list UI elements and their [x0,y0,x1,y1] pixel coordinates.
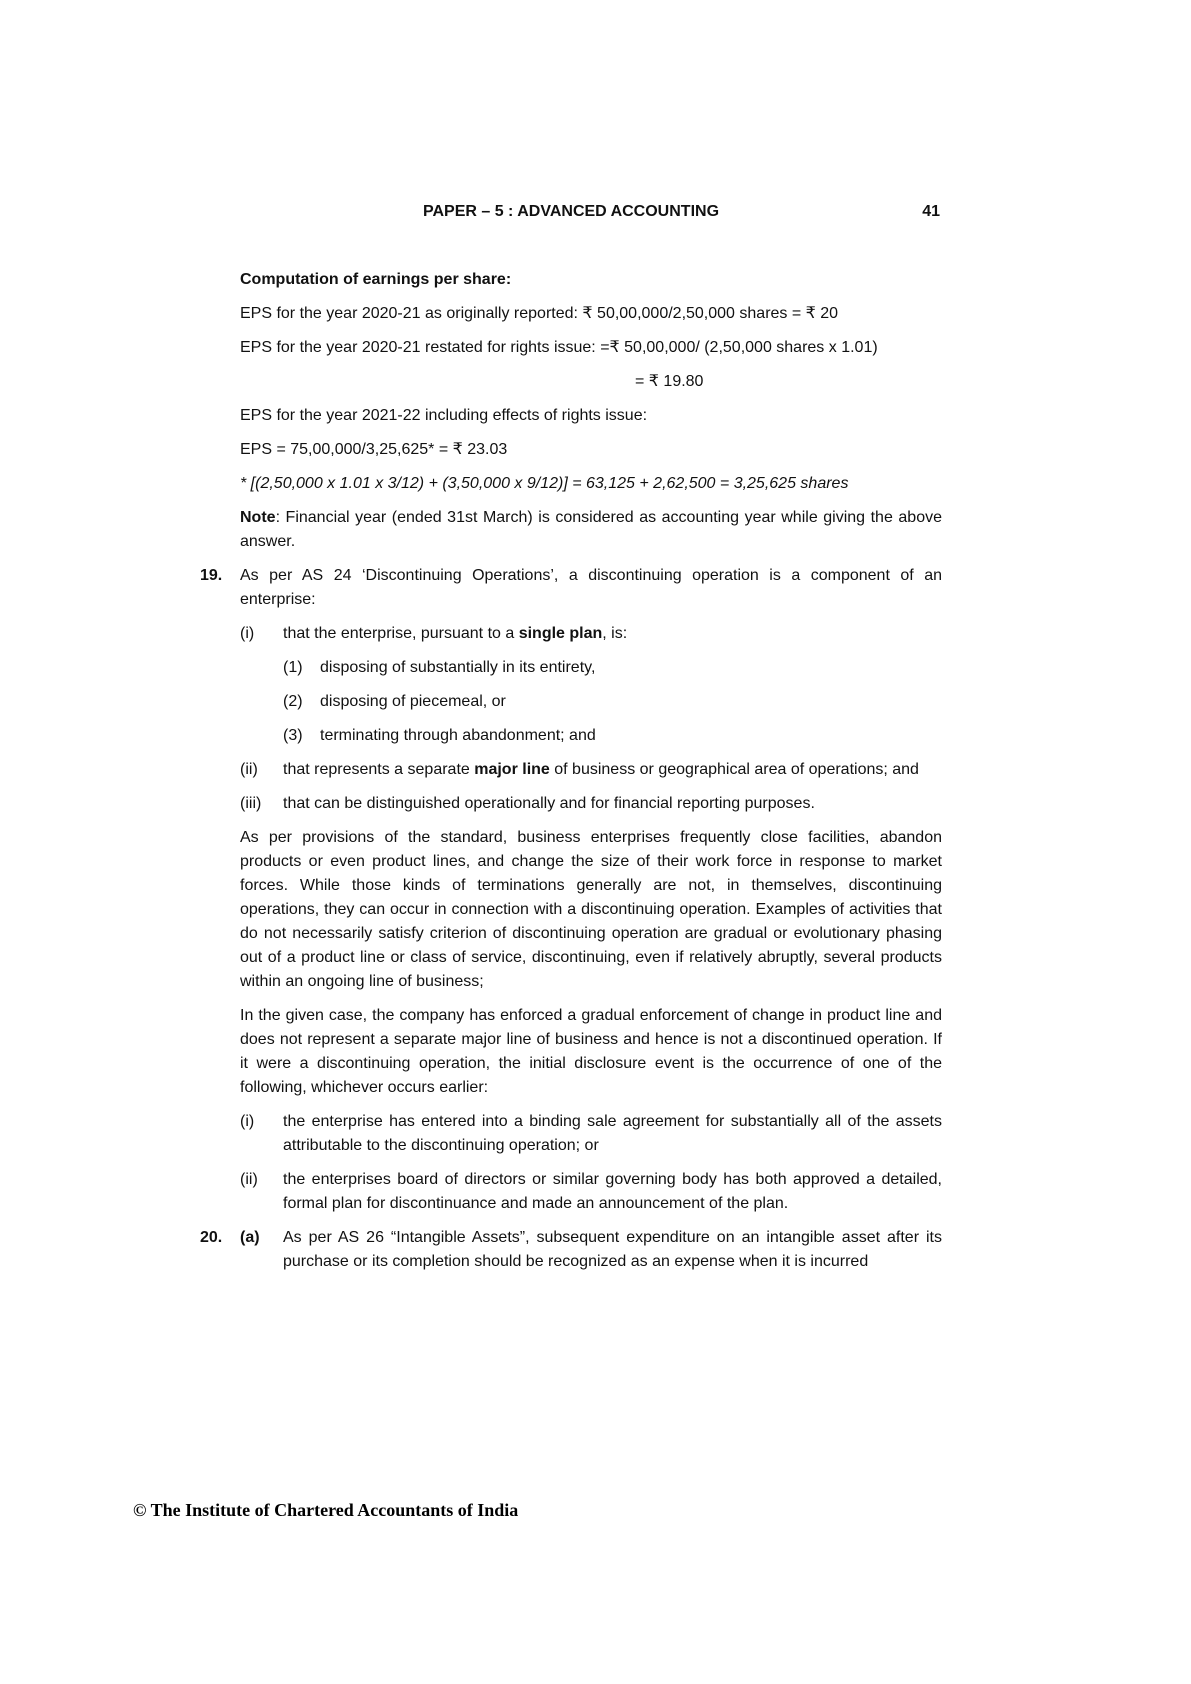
eps-restated-line: EPS for the year 2020-21 restated for rights issue: =₹ 50,00,000/ (2,50,000 shares x 1.01) [240,339,878,356]
q19-sub-items [283,656,942,748]
q19-item-ii-text [283,758,942,782]
q19-intro-row [200,564,942,612]
q19-item-iii-marker: (iii) [240,795,262,812]
q19-sub-item-3-marker: (3) [283,727,303,744]
q19-item-i [240,622,942,646]
q20-text: As per AS 26 “Intangible Assets”, subsequent expenditure on an intangible asset after its purchase or its completion should be recognized as an expense when it is incurred [283,1229,942,1270]
q19-item-i-post: , is: [602,625,628,642]
q19-item-ii-bold: major line [474,761,550,778]
q19-sub-item-1-marker: (1) [283,659,303,676]
q19-disclosure-i-text: the enterprise has entered into a binding sale agreement for substantially all of the assets attributable to the discontinuing operation; or [283,1113,942,1154]
page-number: 41 [922,203,940,220]
q19-item-ii-marker: (ii) [240,761,258,778]
eps-restated-result: = ₹ 19.80 [635,373,704,390]
q19-item-iii-text: that can be distinguished operationally and for financial reporting purposes. [283,795,815,812]
q19-body [240,622,942,1216]
q19-disclosure-i-marker: (i) [240,1113,255,1130]
note-label: Note [240,509,276,526]
content-area [200,268,942,1284]
q20-number: 20. [200,1229,223,1246]
q19-item-i-text [283,622,942,646]
question-19 [200,564,942,1216]
eps-original-line: EPS for the year 2020-21 as originally reported: ₹ 50,00,000/2,50,000 shares = ₹ 20 [240,305,839,322]
q19-intro-text: As per AS 24 ‘Discontinuing Operations’, a discontinuing operation is a component of an enterprise: [240,567,942,608]
q19-sub-item-1-text: disposing of substantially in its entirety, [320,659,596,676]
eps-calculation-line: EPS = 75,00,000/3,25,625* = ₹ 23.03 [240,441,508,458]
q19-disclosure-item-i [240,1110,942,1158]
footer-copyright: © The Institute of Chartered Accountants of India [133,1500,519,1520]
q19-sub-item-1 [283,656,942,680]
q19-sub-item-2 [283,690,942,714]
eps-section [240,268,942,554]
q19-paragraph-2: In the given case, the company has enforced a gradual enforcement of change in product line and does not represent a separate major line of business and hence is not a discontinued operation. If it were a discontinuing operation, the initial disclosure event is the occurrence of one of the following, whichever occurs earlier: [240,1007,942,1096]
eps-footnote: * [(2,50,000 x 1.01 x 3/12) + (3,50,000 x 9/12)] = 63,125 + 2,62,500 = 3,25,625 shares [240,475,849,492]
q19-sub-item-3 [283,724,942,748]
q19-sub-item-2-text: disposing of piecemeal, or [320,693,506,710]
q19-item-iii [240,792,942,816]
q19-item-ii-pre: that represents a separate [283,761,475,778]
paper-title: PAPER – 5 : ADVANCED ACCOUNTING [422,203,720,220]
page-header [200,200,942,224]
question-20 [200,1226,942,1274]
eps-note [240,506,942,554]
eps-heading: Computation of earnings per share: [240,271,512,288]
q19-item-i-pre: that the enterprise, pursuant to a [283,625,519,642]
q19-sub-item-2-marker: (2) [283,693,303,710]
q19-item-i-bold: single plan [518,625,603,642]
eps-2021-22-line: EPS for the year 2021-22 including effects of rights issue: [240,407,648,424]
q20-letter: (a) [240,1229,260,1246]
q19-paragraph-1: As per provisions of the standard, business enterprises frequently close facilities, abandon products or even product lines, and change the size of their work force in response to market forces. While those kinds of terminations generally are not, in themselves, discontinuing operations, they can occur in connection with a discontinuing operation. Examples of activities that do not necessarily satisfy criterion of discontinuing operation are gradual or evolutionary phasing out of a product line or class of service, discontinuing, even if relatively abruptly, several products within an ongoing line of business; [240,829,942,990]
q19-sub-item-3-text: terminating through abandonment; and [320,727,596,744]
q19-disclosure-ii-text: the enterprises board of directors or similar governing body has both approved a detailed, formal plan for discontinuance and made an announcement of the plan. [283,1171,942,1212]
q19-disclosure-ii-marker: (ii) [240,1171,258,1188]
q19-item-ii [240,758,942,782]
q20-row [200,1226,942,1274]
q19-item-ii-post: of business or geographical area of operations; and [549,761,919,778]
q19-number: 19. [200,567,223,584]
note-text: : Financial year (ended 31st March) is considered as accounting year while giving the above answer. [240,509,942,550]
q19-item-i-marker: (i) [240,625,255,642]
q19-disclosure-item-ii [240,1168,942,1216]
